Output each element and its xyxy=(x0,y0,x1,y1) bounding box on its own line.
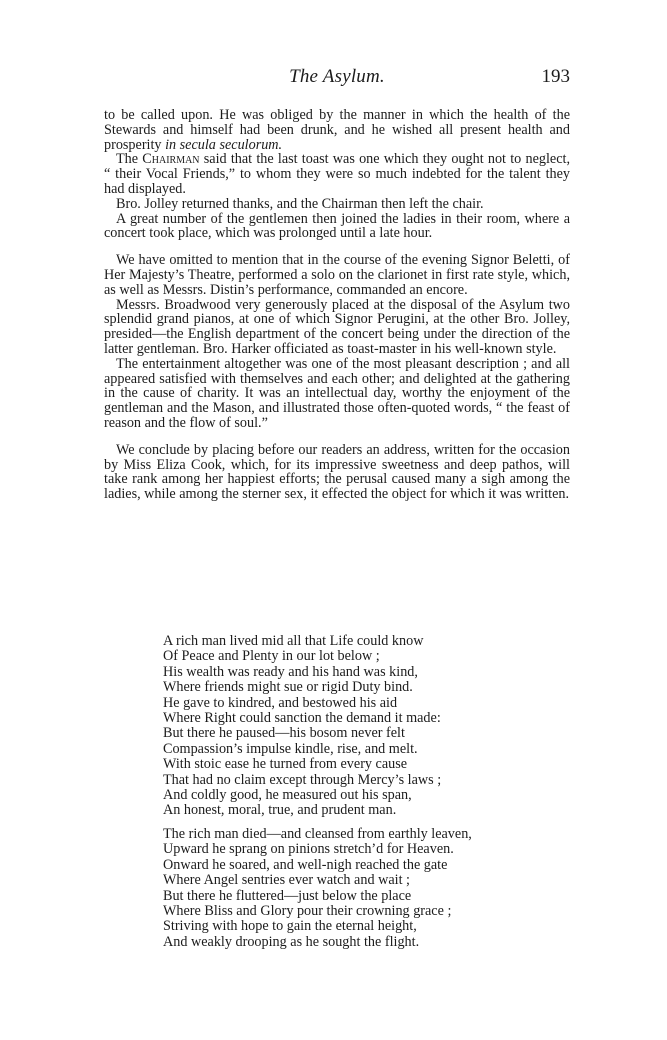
poem-stanza-1 xyxy=(163,634,563,819)
verse-line: Where Angel sentries ever watch and wait ; xyxy=(163,872,410,889)
verse-line: His wealth was ready and his hand was kind, xyxy=(163,663,418,680)
verse-line: But there he fluttered—just below the place xyxy=(163,887,412,904)
verse-line: Compassion’s impulse kindle, rise, and melt. xyxy=(163,740,418,757)
verse-line: That had no claim except through Mercy’s laws ; xyxy=(163,771,442,788)
paragraph-continued: to be called upon. He was obliged by the manner in which the health of the Stewards and himself had been drunk, and he wished all present health and prosperity in secula seculorum. xyxy=(104,107,570,153)
paragraph-chairman-toast: The Chairman said that the last toast was one which they ought not to neglect, “ their Vocal Friends,” to whom they were so much indebted for the talent they had displayed. xyxy=(104,151,570,197)
poem xyxy=(163,634,563,958)
poem-stanza-2 xyxy=(163,827,563,950)
verse-line: Upward he sprang on pinions stretch’d for Heaven. xyxy=(163,841,454,858)
verse-line: A rich man lived mid all that Life could know xyxy=(163,633,424,649)
verse-line: Onward he soared, and well-nigh reached the gate xyxy=(163,856,448,873)
page-number: 193 xyxy=(541,66,570,87)
verse-line: With stoic ease he turned from every cause xyxy=(163,756,408,773)
verse-line: He gave to kindred, and bestowed his aid xyxy=(163,694,398,711)
chairman-smallcaps: Chairman xyxy=(142,151,200,168)
article-body xyxy=(104,108,570,502)
verse-line: An honest, moral, true, and prudent man. xyxy=(163,802,397,819)
verse-line: And weakly drooping as he sought the flight. xyxy=(163,933,420,950)
verse-line: And coldly good, he measured out his span, xyxy=(163,787,412,804)
paragraph-beletti: We have omitted to mention that in the course of the evening Signor Beletti, of Her Majesty’s Theatre, performed a solo on the clarionet in first rate style, which, as well as Messrs. Distin’s performance, commanded an encore. xyxy=(104,252,570,298)
verse-line: But there he paused—his bosom never felt xyxy=(163,725,405,742)
verse-line: Where Bliss and Glory pour their crowning grace ; xyxy=(163,902,452,919)
verse-line: Of Peace and Plenty in our lot below ; xyxy=(163,648,380,665)
latin-phrase: in secula seculorum. xyxy=(165,136,283,153)
paragraph-jolley-thanks: Bro. Jolley returned thanks, and the Chairman then left the chair. xyxy=(116,195,484,212)
paragraph-entertainment: The entertainment altogether was one of the most pleasant description ; and all appeared satisfied with themselves and each other; and delighted at the gathering in the cause of charity. It was an intellectual day, worthy the enjoyment of the gentleman and the Mason, and illustrated those often-quoted words, “ the feast of reason and the flow of soul.” xyxy=(104,355,570,431)
verse-line: Where Right could sanction the demand it made: xyxy=(163,710,441,727)
verse-line: Where friends might sue or rigid Duty bind. xyxy=(163,679,413,696)
page-header xyxy=(104,66,570,94)
paragraph-concert: A great number of the gentlemen then joined the ladies in their room, where a concert took place, which was prolonged until a late hour. xyxy=(104,210,570,242)
verse-line: The rich man died—and cleansed from earthly leaven, xyxy=(163,825,472,842)
running-title: The Asylum. xyxy=(289,66,385,87)
paragraph-eliza-cook: We conclude by placing before our readers an address, written for the occasion by Miss Eliza Cook, which, for its impressive sweetness and deep pathos, will take rank among her happiest efforts; the perusal caused many a sigh among the ladies, while among the sterner sex, it effected the object for which it was written. xyxy=(104,441,570,503)
paragraph-broadwood: Messrs. Broadwood very generously placed at the disposal of the Asylum two splendid grand pianos, at one of which Signor Perugini, at the other Bro. Jolley, presided—the English department of the concert being under the direction of the latter gentleman. Bro. Harker officiated as toast-master in his well-known style. xyxy=(104,296,570,357)
verse-line: Striving with hope to gain the eternal height, xyxy=(163,918,417,935)
